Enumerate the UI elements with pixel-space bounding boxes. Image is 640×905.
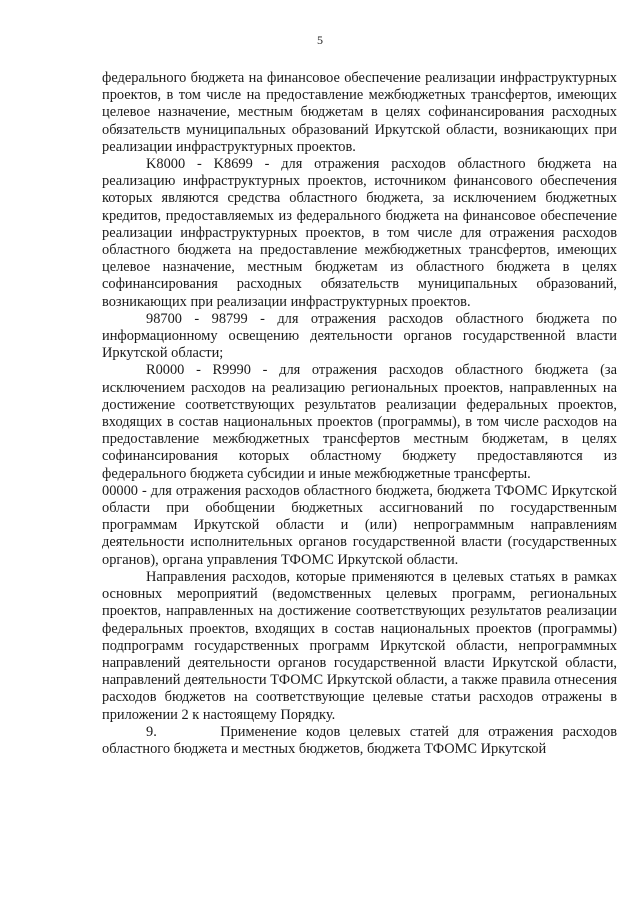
paragraph-r0000: R0000 - R9990 - для отражения расходов областного бюджета (за исключением расходов на реализацию региональных проектов, направленных на достижение соответствующих результатов реализации федеральных проектов, входящих в состав национальных проектов (программы), в том числе расходов на предоставление межбюджетных трансфертов местным бюджетам, в целях софинансирования которых областному бюджету предоставляются из федерального бюджета субсидии и иные межбюджетные трансферты. [102,362,617,482]
paragraph-continuation: федерального бюджета на финансовое обеспечение реализации инфраструктурных проектов, в том числе на предоставление межбюджетных трансфертов, имеющих целевое назначение, местным бюджетам в целях софинансирования расходных обязательств муниципальных образований Иркутской области, возникающих при реализации инфраструктурных проектов. [102,70,617,155]
paragraph-expense-directions: Направления расходов, которые применяются в целевых статьях в рамках основных мероприятий (ведомственных целевых программ, региональных проектов, направленных на достижение соответствующих результатов реализации федеральных проектов, входящих в состав национальных проектов (программы) подпрограмм государственных программ Иркутской области, непрограммных направлений деятельности органов государственной власти Иркутской области, направлений деятельности ТФОМС Иркутской области, а также правила отнесения расходов бюджетов на соответствующие целевые статьи расходов отражены в приложении 2 к настоящему Порядку. [102,568,617,723]
document-body [102,70,617,758]
paragraph-00000: 00000 - для отражения расходов областного бюджета, бюджета ТФОМС Иркутской области при обобщении бюджетных ассигнований по государственным программам Иркутской области и (или) непрограммным направлениям деятельности исполнительных органов государственной власти (государственных органов), органа управления ТФОМС Иркутской области. [102,482,617,568]
paragraph-item-9: 9. Применение кодов целевых статей для отражения расходов областного бюджета и местных бюджетов, бюджета ТФОМС Иркутской [102,723,617,757]
page-number: 5 [317,33,323,47]
paragraph-98700: 98700 - 98799 - для отражения расходов областного бюджета по информационному освещению деятельности органов государственной власти Иркутской области; [102,310,617,362]
paragraph-k8000: K8000 - K8699 - для отражения расходов областного бюджета на реализацию инфраструктурных проектов, источником финансового обеспечения которых являются средства областного бюджета, за исключением бюджетных кредитов, предоставляемых из федерального бюджета на финансовое обеспечение реализации инфраструктурных проектов, в том числе для отражения расходов областного бюджета на предоставление межбюджетных трансфертов, имеющих целевое назначение, местным бюджетам из областного бюджета в целях софинансирования расходных обязательств муниципальных образований, возникающих при реализации инфраструктурных проектов. [102,156,617,310]
